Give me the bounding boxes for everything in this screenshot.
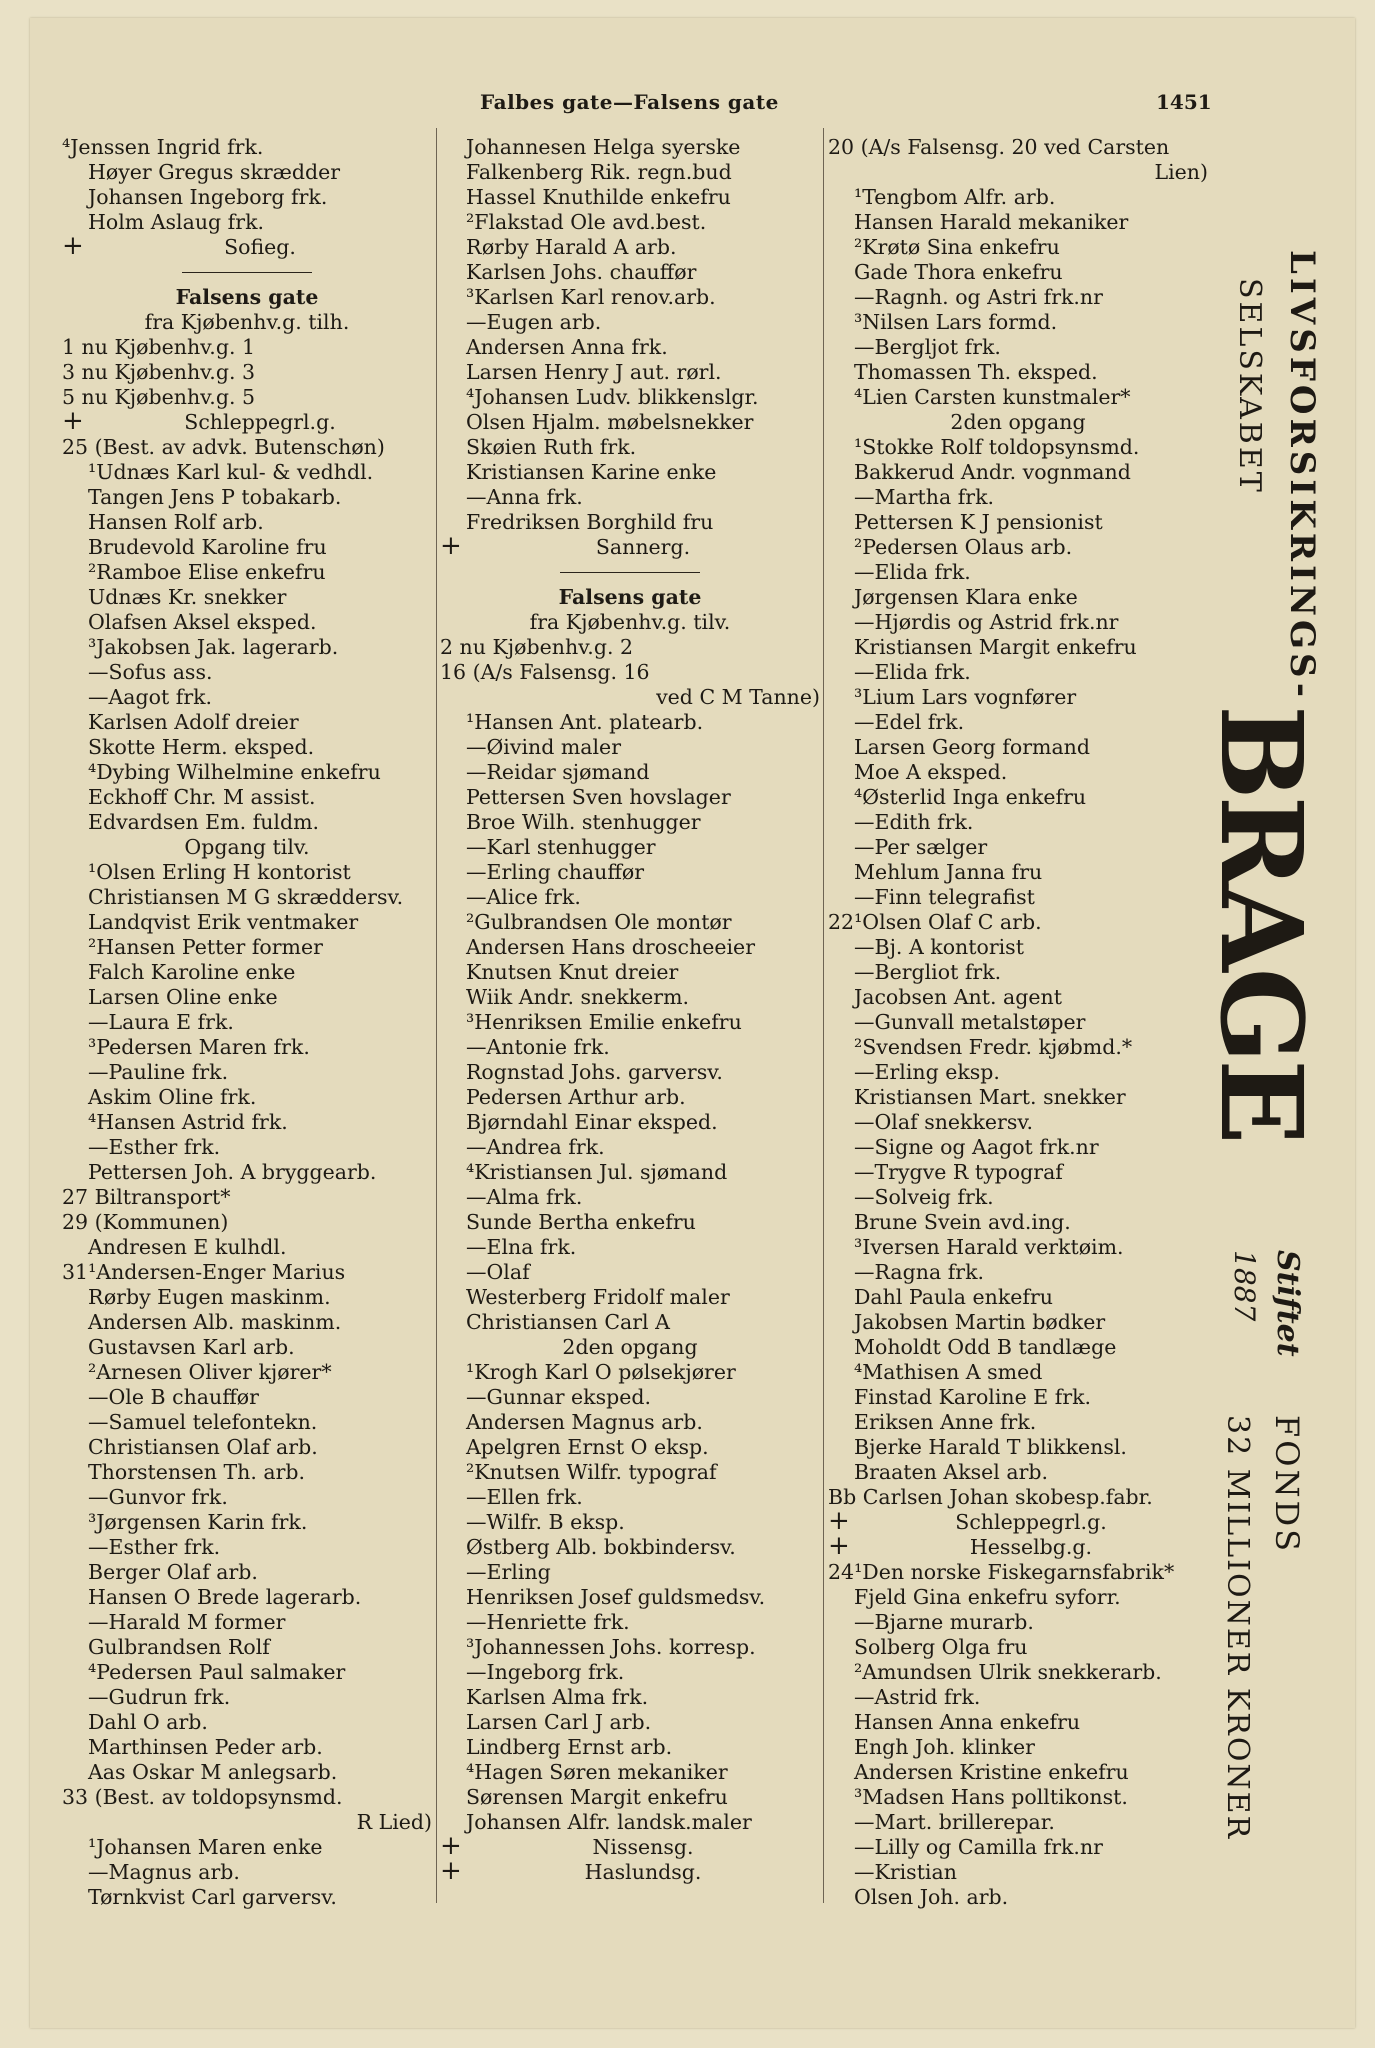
ad-stiftet: Stiftet xyxy=(1270,1250,1305,1357)
directory-entry: —Gunnar eksped. xyxy=(466,1385,651,1409)
directory-column-2 xyxy=(440,135,820,1885)
directory-entry: —Olaf xyxy=(466,1260,530,1284)
directory-entry: Bjerke Harald T blikkensl. xyxy=(854,1435,1127,1459)
directory-entry: —Erling chauffør xyxy=(466,860,645,884)
directory-entry: Solberg Olga fru xyxy=(854,1635,1028,1659)
section-divider xyxy=(62,260,432,285)
directory-entry: ³Henriksen Emilie enkefru xyxy=(466,1010,742,1034)
directory-entry: ³Lium Lars vognfører xyxy=(854,685,1077,709)
directory-entry: Pettersen Joh. A bryggearb. xyxy=(88,1160,377,1184)
directory-entry: Rørby Eugen maskinm. xyxy=(88,1285,331,1309)
directory-entry: 31¹Andersen-Enger Marius xyxy=(62,1260,346,1284)
directory-entry: ³Nilsen Lars formd. xyxy=(854,310,1058,334)
directory-entry: Andersen Kristine enkefru xyxy=(854,1760,1129,1784)
directory-entry: —Aagot frk. xyxy=(88,685,213,709)
directory-entry: ⁴Mathisen A smed xyxy=(854,1360,1043,1384)
directory-entry: Falsens gate xyxy=(175,285,319,309)
directory-entry: Edvardsen Em. fuldm. xyxy=(88,810,320,834)
directory-entry: Karlsen Alma frk. xyxy=(466,1685,649,1709)
directory-entry: ¹Tengbom Alfr. arb. xyxy=(854,185,1056,209)
directory-entry: —Karl stenhugger xyxy=(466,835,656,859)
directory-entry: —Eugen arb. xyxy=(466,310,602,334)
directory-entry: ³Karlsen Karl renov.arb. xyxy=(466,285,716,309)
directory-entry: —Erling eksp. xyxy=(854,1060,1000,1084)
directory-entry: Landqvist Erik ventmaker xyxy=(88,910,359,934)
directory-entry: ⁴Østerlid Inga enkefru xyxy=(854,785,1087,809)
page-title: Falbes gate—Falsens gate xyxy=(480,90,779,114)
directory-entry: Skøien Ruth frk. xyxy=(466,435,637,459)
crossing-street-name: Sofieg. xyxy=(224,235,296,259)
directory-entry: Tangen Jens P tobakarb. xyxy=(88,485,342,509)
directory-entry: Olsen Joh. arb. xyxy=(854,1885,1009,1909)
directory-entry: —Edith frk. xyxy=(854,810,974,834)
directory-entry: ³Jørgensen Karin frk. xyxy=(88,1510,308,1534)
street-crossing xyxy=(440,1835,820,1860)
ad-amount: 32 MILLIONER KRONER xyxy=(1220,1415,1255,1841)
directory-entry: Pettersen K J pensionist xyxy=(854,510,1103,534)
directory-entry: ⁴Pedersen Paul salmaker xyxy=(88,1660,346,1684)
crossing-street-name: Haslundsg. xyxy=(584,1860,702,1884)
directory-entry: ³Johannessen Johs. korresp. xyxy=(466,1635,756,1659)
directory-column-3 xyxy=(828,135,1208,1910)
directory-entry: ²Svendsen Fredr. kjøbmd.* xyxy=(854,1035,1133,1059)
directory-entry: Christiansen Olaf arb. xyxy=(88,1435,318,1459)
crossing-street-name: Schleppegrl.g. xyxy=(955,1510,1107,1534)
directory-entry: —Gudrun frk. xyxy=(88,1685,231,1709)
directory-entry: ²Krøtø Sina enkefru xyxy=(854,235,1060,259)
directory-entry: Engh Joh. klinker xyxy=(854,1735,1035,1759)
directory-entry: Henriksen Josef guldsmedsv. xyxy=(466,1585,766,1609)
directory-entry: Pedersen Arthur arb. xyxy=(466,1085,686,1109)
directory-entry: Østberg Alb. bokbindersv. xyxy=(466,1535,736,1559)
column-divider xyxy=(823,128,824,1903)
directory-entry: Pettersen Sven hovslager xyxy=(466,785,731,809)
directory-entry: —Bergliot frk. xyxy=(854,960,1002,984)
directory-entry: —Bj. A kontorist xyxy=(854,935,1024,959)
directory-entry: Kristiansen Mart. snekker xyxy=(854,1085,1126,1109)
directory-entry: Andersen Magnus arb. xyxy=(466,1410,703,1434)
directory-entry: Johansen Alfr. landsk.maler xyxy=(466,1810,752,1834)
directory-entry: ⁴Kristiansen Jul. sjømand xyxy=(466,1160,728,1184)
directory-entry: —Ellen frk. xyxy=(466,1485,583,1509)
directory-entry: Westerberg Fridolf maler xyxy=(466,1285,730,1309)
directory-column-1 xyxy=(62,135,432,1910)
directory-entry: ²Gulbrandsen Ole montør xyxy=(466,910,732,934)
directory-entry: Wiik Andr. snekkerm. xyxy=(466,985,690,1009)
directory-entry: —Trygve R typograf xyxy=(854,1160,1063,1184)
column-divider xyxy=(436,128,437,1903)
directory-entry: 33 (Best. av toldopsynsmd. xyxy=(62,1785,343,1809)
street-crossing xyxy=(828,1535,1208,1560)
directory-entry: 2den opgang xyxy=(562,1335,698,1359)
directory-entry: —Antonie frk. xyxy=(466,1035,610,1059)
directory-entry: ¹Krogh Karl O pølsekjører xyxy=(466,1360,736,1384)
directory-entry: —Alma frk. xyxy=(466,1185,583,1209)
directory-entry: 16 (A/s Falsensg. 16 xyxy=(440,660,650,684)
directory-entry: Bakkerud Andr. vognmand xyxy=(854,460,1131,484)
directory-entry: 5 nu Kjøbenhv.g. 5 xyxy=(62,385,256,409)
directory-entry: —Signe og Aagot frk.nr xyxy=(854,1135,1099,1159)
directory-entry: Mehlum Janna fru xyxy=(854,860,1043,884)
directory-entry: —Esther frk. xyxy=(88,1135,221,1159)
ad-fonds: FONDS xyxy=(1268,1415,1306,1555)
directory-entry: ³Iversen Harald verktøim. xyxy=(854,1235,1124,1259)
directory-entry: 22¹Olsen Olaf C arb. xyxy=(828,910,1042,934)
directory-entry: —Bergljot frk. xyxy=(854,335,1001,359)
ad-year: 1887 xyxy=(1228,1250,1261,1322)
directory-entry: Braaten Aksel arb. xyxy=(854,1460,1049,1484)
directory-entry: Falch Karoline enke xyxy=(88,960,296,984)
crossing-icon: + xyxy=(440,1860,462,1885)
directory-entry: ³Pedersen Maren frk. xyxy=(88,1035,310,1059)
directory-entry: Bb Carlsen Johan skobesp.fabr. xyxy=(828,1485,1153,1509)
section-divider xyxy=(440,560,820,585)
directory-entry: ²Knutsen Wilfr. typograf xyxy=(466,1460,717,1484)
directory-entry: Larsen Henry J aut. rørl. xyxy=(466,360,722,384)
directory-entry: R Lied) xyxy=(356,1810,432,1834)
directory-entry: —Olaf snekkersv. xyxy=(854,1110,1034,1134)
directory-entry: Knutsen Knut dreier xyxy=(466,960,679,984)
directory-entry: Eriksen Anne frk. xyxy=(854,1410,1037,1434)
directory-entry: Brudevold Karoline fru xyxy=(88,535,327,559)
directory-entry: Larsen Carl J arb. xyxy=(466,1710,652,1734)
directory-entry: —Kristian xyxy=(854,1860,957,1884)
directory-entry: Udnæs Kr. snekker xyxy=(88,585,287,609)
ad-line-livsforsikrings: LIVSFORSIKRINGS- xyxy=(1282,250,1322,701)
directory-entry: 27 Biltransport* xyxy=(62,1185,231,1209)
directory-entry: Marthinsen Peder arb. xyxy=(88,1735,323,1759)
directory-entry: —Elida frk. xyxy=(854,660,971,684)
directory-entry: Kristiansen Margit enkefru xyxy=(854,635,1137,659)
directory-entry: ²Arnesen Oliver kjører* xyxy=(88,1360,332,1384)
crossing-street-name: Schleppegrl.g. xyxy=(184,410,336,434)
directory-entry: —Ragna frk. xyxy=(854,1260,985,1284)
directory-entry: —Martha frk. xyxy=(854,485,995,509)
directory-entry: Jakobsen Martin bødker xyxy=(854,1310,1106,1334)
directory-entry: ²Ramboe Elise enkefru xyxy=(88,560,326,584)
directory-entry: —Gunvor frk. xyxy=(88,1485,228,1509)
directory-entry: Askim Oline frk. xyxy=(88,1085,257,1109)
directory-entry: ⁴Johansen Ludv. blikkenslgr. xyxy=(466,385,759,409)
directory-entry: Jørgensen Klara enke xyxy=(854,585,1078,609)
directory-entry: Bjørndahl Einar eksped. xyxy=(466,1110,718,1134)
street-crossing xyxy=(828,1510,1208,1535)
directory-entry: Eckhoff Chr. M assist. xyxy=(88,785,316,809)
directory-entry: —Reidar sjømand xyxy=(466,760,650,784)
directory-entry: —Harald M former xyxy=(88,1610,286,1634)
directory-entry: Lindberg Ernst arb. xyxy=(466,1735,673,1759)
directory-entry: 3 nu Kjøbenhv.g. 3 xyxy=(62,360,256,384)
directory-entry: Jacobsen Ant. agent xyxy=(854,985,1062,1009)
directory-entry: Moe A eksped. xyxy=(854,760,1008,784)
directory-entry: —Erling xyxy=(466,1560,551,1584)
directory-entry: Falsens gate xyxy=(558,585,702,609)
directory-entry: ¹Udnæs Karl kul- & vedhdl. xyxy=(88,460,374,484)
directory-entry: ³Jakobsen Jak. lagerarb. xyxy=(88,635,339,659)
crossing-icon: + xyxy=(440,535,462,560)
directory-entry: Larsen Oline enke xyxy=(88,985,278,1009)
directory-entry: Dahl Paula enkefru xyxy=(854,1285,1054,1309)
page-header xyxy=(0,72,1375,112)
directory-entry: Broe Wilh. stenhugger xyxy=(466,810,701,834)
directory-entry: —Lilly og Camilla frk.nr xyxy=(854,1835,1103,1859)
street-crossing xyxy=(440,535,820,560)
directory-entry: Andersen Hans droscheeier xyxy=(466,935,755,959)
directory-entry: 1 nu Kjøbenhv.g. 1 xyxy=(62,335,256,359)
directory-entry: Olafsen Aksel eksped. xyxy=(88,610,317,634)
directory-entry: Karlsen Adolf dreier xyxy=(88,710,299,734)
directory-entry: 2 nu Kjøbenhv.g. 2 xyxy=(440,635,634,659)
directory-entry: ²Amundsen Ulrik snekkerarb. xyxy=(854,1660,1162,1684)
directory-entry: —Astrid frk. xyxy=(854,1685,981,1709)
directory-entry: Gustavsen Karl arb. xyxy=(88,1335,295,1359)
directory-entry: —Sofus ass. xyxy=(88,660,213,684)
directory-entry: Moholdt Odd B tandlæge xyxy=(854,1335,1117,1359)
crossing-icon: + xyxy=(62,410,84,435)
directory-entry: Olsen Hjalm. møbelsnekker xyxy=(466,410,754,434)
directory-entry: Finstad Karoline E frk. xyxy=(854,1385,1092,1409)
directory-entry: ³Madsen Hans polltikonst. xyxy=(854,1785,1128,1809)
directory-entry: Johansen Ingeborg frk. xyxy=(88,185,328,209)
directory-entry: Lien) xyxy=(1154,160,1208,184)
directory-entry: Andresen E kulhdl. xyxy=(88,1235,287,1259)
directory-entry: fra Kjøbenhv.g. tilh. xyxy=(144,310,350,334)
directory-entry: Rørby Harald A arb. xyxy=(466,235,677,259)
directory-entry: ¹Johansen Maren enke xyxy=(88,1835,323,1859)
directory-entry: Berger Olaf arb. xyxy=(88,1560,258,1584)
directory-entry: Christiansen M G skræddersv. xyxy=(88,885,404,909)
directory-entry: —Ragnh. og Astri frk.nr xyxy=(854,285,1103,309)
directory-entry: Karlsen Johs. chauffør xyxy=(466,260,697,284)
directory-entry: Tørnkvist Carl garversv. xyxy=(88,1885,337,1909)
directory-entry: fra Kjøbenhv.g. tilv. xyxy=(529,610,731,634)
brage-advertisement xyxy=(1195,240,1340,1841)
directory-entry: —Edel frk. xyxy=(854,710,965,734)
directory-entry: Kristiansen Karine enke xyxy=(466,460,717,484)
street-crossing xyxy=(62,410,432,435)
ad-brand-brage: BRAGE xyxy=(1195,705,1326,1141)
directory-entry: ved C M Tanne) xyxy=(656,685,820,709)
directory-entry: Dahl O arb. xyxy=(88,1710,208,1734)
directory-entry: ²Flakstad Ole avd.best. xyxy=(466,210,707,234)
directory-entry: Aas Oskar M anlegsarb. xyxy=(88,1760,338,1784)
directory-entry: ¹Hansen Ant. platearb. xyxy=(466,710,704,734)
crossing-icon: + xyxy=(440,1835,462,1860)
directory-entry: ¹Olsen Erling H kontorist xyxy=(88,860,351,884)
directory-entry: —Pauline frk. xyxy=(88,1060,229,1084)
directory-entry: Apelgren Ernst O eksp. xyxy=(466,1435,709,1459)
directory-entry: Gulbrandsen Rolf xyxy=(88,1635,270,1659)
directory-entry: Brune Svein avd.ing. xyxy=(854,1210,1071,1234)
directory-entry: Skotte Herm. eksped. xyxy=(88,735,315,759)
directory-entry: ⁴Lien Carsten kunstmaler* xyxy=(854,385,1131,409)
page-number: 1451 xyxy=(1156,90,1212,114)
directory-entry: —Andrea frk. xyxy=(466,1135,605,1159)
directory-entry: ⁴Dybing Wilhelmine enkefru xyxy=(88,760,381,784)
directory-entry: —Laura E frk. xyxy=(88,1010,234,1034)
directory-entry: 25 (Best. av advk. Butenschøn) xyxy=(62,435,385,459)
crossing-icon: + xyxy=(828,1535,850,1560)
directory-entry: —Gunvall metalstøper xyxy=(854,1010,1086,1034)
directory-entry: Fredriksen Borghild fru xyxy=(466,510,714,534)
street-crossing xyxy=(440,1860,820,1885)
directory-entry: 29 (Kommunen) xyxy=(62,1210,229,1234)
directory-entry: ²Pedersen Olaus arb. xyxy=(854,535,1073,559)
directory-entry: Fjeld Gina enkefru syforr. xyxy=(854,1585,1121,1609)
directory-entry: Hansen Anna enkefru xyxy=(854,1710,1081,1734)
directory-entry: —Elida frk. xyxy=(854,560,971,584)
directory-entry: 24¹Den norske Fiskegarnsfabrik* xyxy=(828,1560,1175,1584)
directory-entry: Thorstensen Th. arb. xyxy=(88,1460,306,1484)
directory-entry: —Esther frk. xyxy=(88,1535,221,1559)
directory-entry: Sørensen Margit enkefru xyxy=(466,1785,728,1809)
directory-entry: —Elna frk. xyxy=(466,1235,577,1259)
directory-entry: —Anna frk. xyxy=(466,485,583,509)
directory-entry: —Mart. brillerepar. xyxy=(854,1810,1055,1834)
directory-entry: Hansen O Brede lagerarb. xyxy=(88,1585,362,1609)
directory-entry: Andersen Alb. maskinm. xyxy=(88,1310,342,1334)
directory-entry: —Wilfr. B eksp. xyxy=(466,1510,625,1534)
directory-entry: Høyer Gregus skrædder xyxy=(88,160,341,184)
directory-entry: —Per sælger xyxy=(854,835,988,859)
directory-entry: Holm Aslaug frk. xyxy=(88,210,265,234)
directory-entry: Johannesen Helga syerske xyxy=(466,135,741,159)
crossing-street-name: Hesselbg.g. xyxy=(969,1535,1093,1559)
directory-entry: —Ole B chauffør xyxy=(88,1385,259,1409)
directory-entry: ²Hansen Petter former xyxy=(88,935,323,959)
directory-entry: —Hjørdis og Astrid frk.nr xyxy=(854,610,1119,634)
directory-entry: Thomassen Th. eksped. xyxy=(854,360,1098,384)
directory-entry: —Samuel telefontekn. xyxy=(88,1410,318,1434)
directory-entry: Falkenberg Rik. regn.bud xyxy=(466,160,732,184)
directory-entry: ⁴Hagen Søren mekaniker xyxy=(466,1760,728,1784)
directory-entry: Hassel Knuthilde enkefru xyxy=(466,185,731,209)
directory-entry: —Ingeborg frk. xyxy=(466,1660,625,1684)
directory-entry: Gade Thora enkefru xyxy=(854,260,1063,284)
directory-entry: 20 (A/s Falsensg. 20 ved Carsten xyxy=(828,135,1170,159)
directory-entry: —Alice frk. xyxy=(466,885,581,909)
directory-entry: Christiansen Carl A xyxy=(466,1310,670,1334)
directory-entry: —Finn telegrafist xyxy=(854,885,1035,909)
directory-entry: 2den opgang xyxy=(950,410,1086,434)
directory-entry: ¹Stokke Rolf toldopsynsmd. xyxy=(854,435,1140,459)
directory-entry: Larsen Georg formand xyxy=(854,735,1091,759)
directory-entry: ⁴Jenssen Ingrid frk. xyxy=(62,135,264,159)
directory-entry: —Henriette frk. xyxy=(466,1610,630,1634)
directory-entry: Hansen Harald mekaniker xyxy=(854,210,1129,234)
directory-entry: ⁴Hansen Astrid frk. xyxy=(88,1110,288,1134)
directory-entry: —Solveig frk. xyxy=(854,1185,994,1209)
ad-line-selskabet: SELSKABET xyxy=(1232,278,1267,495)
crossing-street-name: Nissensg. xyxy=(592,1835,694,1859)
directory-entry: Opgang tilv. xyxy=(184,835,310,859)
crossing-street-name: Sannerg. xyxy=(595,535,691,559)
street-crossing xyxy=(62,235,432,260)
directory-entry: —Øivind maler xyxy=(466,735,621,759)
directory-entry: Rognstad Johs. garversv. xyxy=(466,1060,723,1084)
directory-entry: —Magnus arb. xyxy=(88,1860,240,1884)
crossing-icon: + xyxy=(828,1510,850,1535)
directory-entry: Hansen Rolf arb. xyxy=(88,510,264,534)
crossing-icon: + xyxy=(62,235,84,260)
directory-entry: Andersen Anna frk. xyxy=(466,335,668,359)
directory-entry: Sunde Bertha enkefru xyxy=(466,1210,696,1234)
directory-entry: —Bjarne murarb. xyxy=(854,1610,1034,1634)
